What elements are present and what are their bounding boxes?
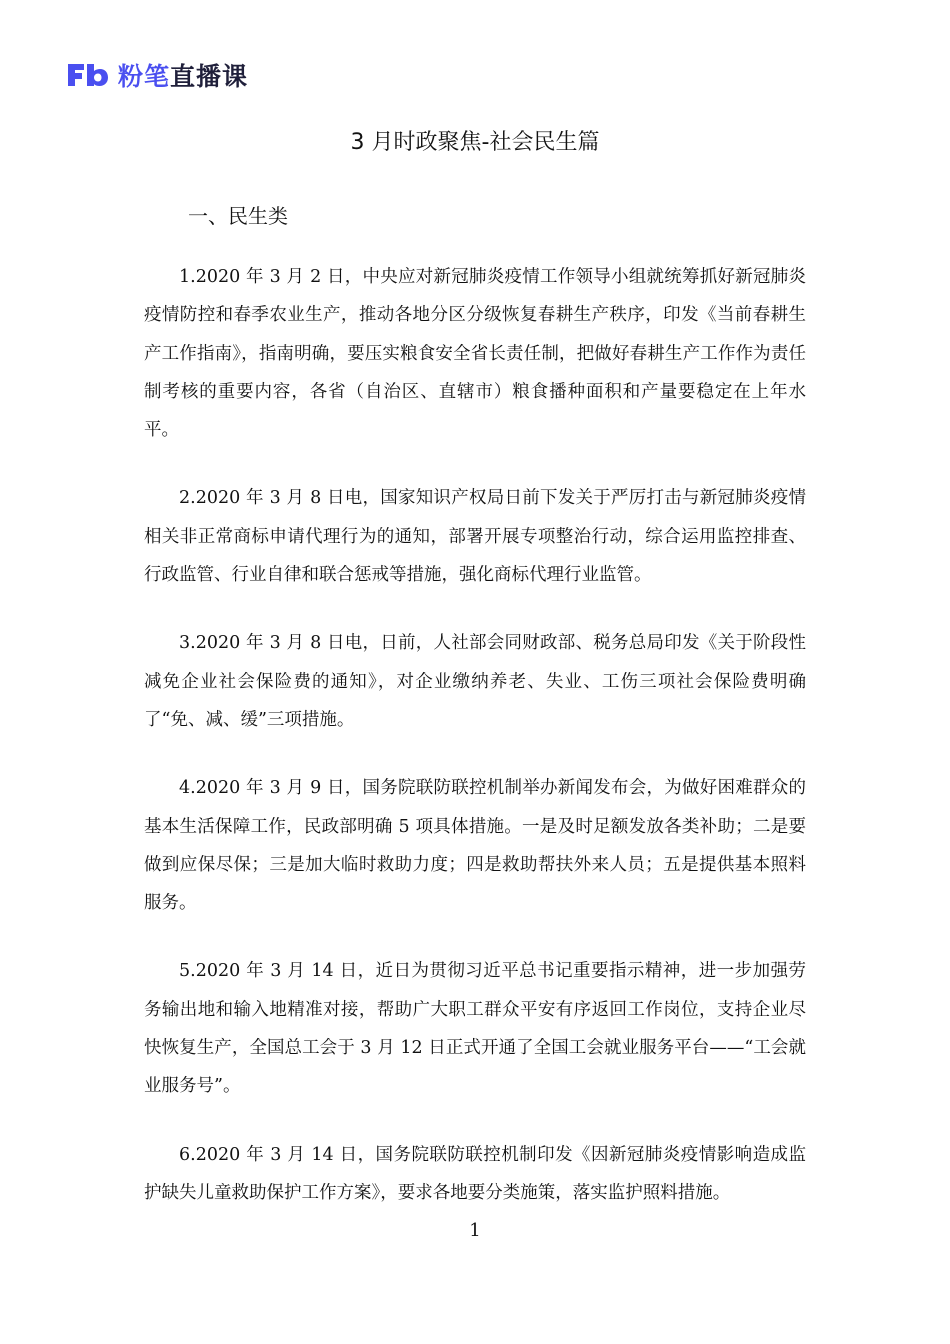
brand-name-secondary: 直播课 (170, 62, 249, 91)
fb-logo-icon (66, 62, 110, 88)
paragraph-2: 2.2020 年 3 月 8 日电，国家知识产权局日前下发关于严厉打击与新冠肺炎疫情相关非正常商标申请代理行为的通知，部署开展专项整治行动，综合运用监控排查、行政监管、行业自律和联合惩戒等措施，强化商标代理行业监管。 (144, 488, 806, 586)
paragraph-1: 1.2020 年 3 月 2 日，中央应对新冠肺炎疫情工作领导小组就统筹抓好新冠肺炎疫情防控和春季农业生产，推动各地分区分级恢复春耕生产秩序，印发《当前春耕生产工作指南》，指南明确，要压实粮食安全省长责任制，把做好春耕生产工作作为责任制考核的重要内容，各省（自治区、直辖市）粮食播种面积和产量要稳定在上年水平。 (144, 267, 806, 441)
paragraph-3: 3.2020 年 3 月 8 日电，日前，人社部会同财政部、税务总局印发《关于阶段性减免企业社会保险费的通知》，对企业缴纳养老、失业、工伤三项社会保险费明确了“免、减、缓”三项措施。 (144, 633, 806, 730)
paragraph-6: 6.2020 年 3 月 14 日，国务院联防联控机制印发《因新冠肺炎疫情影响造成监护缺失儿童救助保护工作方案》，要求各地要分类施策，落实监护照料措施。 (144, 1144, 806, 1203)
paragraph-5: 5.2020 年 3 月 14 日，近日为贯彻习近平总书记重要指示精神，进一步加强劳务输出地和输入地精准对接，帮助广大职工群众平安有序返回工作岗位，支持企业尽快恢复生产，全国总工会于 3 月 12 日正式开通了全国工会就业服务平台——“工会就业服务号”。 (144, 961, 806, 1097)
brand-logo (66, 58, 248, 92)
page-number: 1 (469, 1220, 481, 1241)
brand-name-primary: 粉笔 (118, 62, 171, 91)
brand-name (118, 57, 248, 93)
document-title: 3 月时政聚焦-社会民生篇 (350, 130, 600, 155)
paragraph-4: 4.2020 年 3 月 9 日，国务院联防联控机制举办新闻发布会，为做好困难群众的基本生活保障工作，民政部明确 5 项具体措施。一是及时足额发放各类补助；二是要做到应保尽保；三是加大临时救助力度；四是救助帮扶外来人员；五是提供基本照料服务。 (144, 778, 806, 914)
document-body (144, 258, 806, 1242)
section-heading: 一、民生类 (188, 204, 288, 228)
